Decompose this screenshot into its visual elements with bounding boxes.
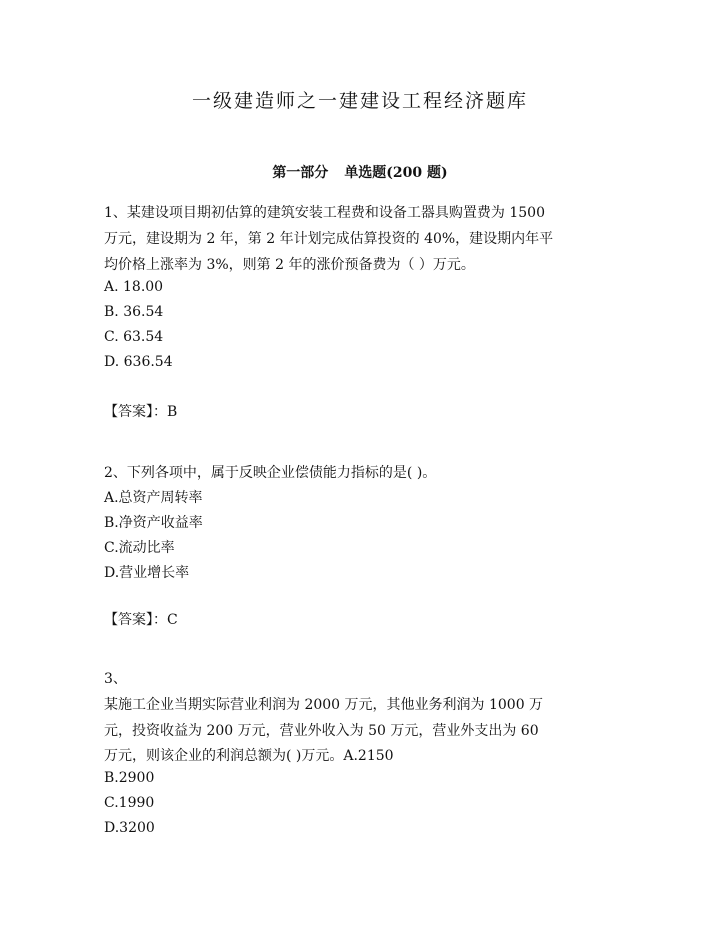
question-3-stem-line: 元，投资收益为 200 万元，营业外收入为 50 万元，营业外支出为 60 [104, 723, 539, 739]
question-2-answer: 【答案】：C [104, 612, 178, 628]
question-3-number: 3、 [104, 671, 127, 687]
question-3-stem-line: 万元，则该企业的利润总额为( )万元。A.2150 [104, 748, 394, 764]
section-part: 第一部分 [272, 165, 329, 181]
question-2-option-b: B.净资产收益率 [104, 515, 203, 531]
question-1-answer: 【答案】：B [104, 404, 178, 420]
question-1-stem-line: 均价格上涨率为 3%，则第 2 年的涨价预备费为（ ）万元。 [104, 257, 475, 273]
question-2-option-a: A.总资产周转率 [104, 490, 203, 506]
question-2-option-d: D.营业增长率 [104, 565, 190, 581]
question-1-option-b: B. 36.54 [104, 304, 164, 320]
section-heading [0, 162, 720, 182]
question-2-option-c: C.流动比率 [104, 540, 175, 556]
question-3-option-d: D.3200 [104, 820, 155, 836]
question-1-stem-line: 1、某建设项目期初估算的建筑安装工程费和设备工器具购置费为 1500 [104, 205, 545, 221]
question-3-stem-line: 某施工企业当期实际营业利润为 2000 万元，其他业务利润为 1000 万 [104, 697, 544, 713]
question-1-option-d: D. 636.54 [104, 354, 173, 370]
question-1-stem-line: 万元，建设期为 2 年，第 2 年计划完成估算投资的 40%，建设期内年平 [104, 231, 554, 247]
section-name: 单选题(200 题) [344, 165, 448, 181]
question-3-option-b: B.2900 [104, 770, 155, 786]
question-3-option-c: C.1990 [104, 795, 155, 811]
question-2-stem-line: 2、下列各项中，属于反映企业偿债能力指标的是( )。 [104, 465, 437, 481]
question-1-option-c: C. 63.54 [104, 329, 164, 345]
question-1-option-a: A. 18.00 [104, 279, 164, 295]
document-title: 一级建造师之一建建设工程经济题库 [191, 90, 528, 112]
